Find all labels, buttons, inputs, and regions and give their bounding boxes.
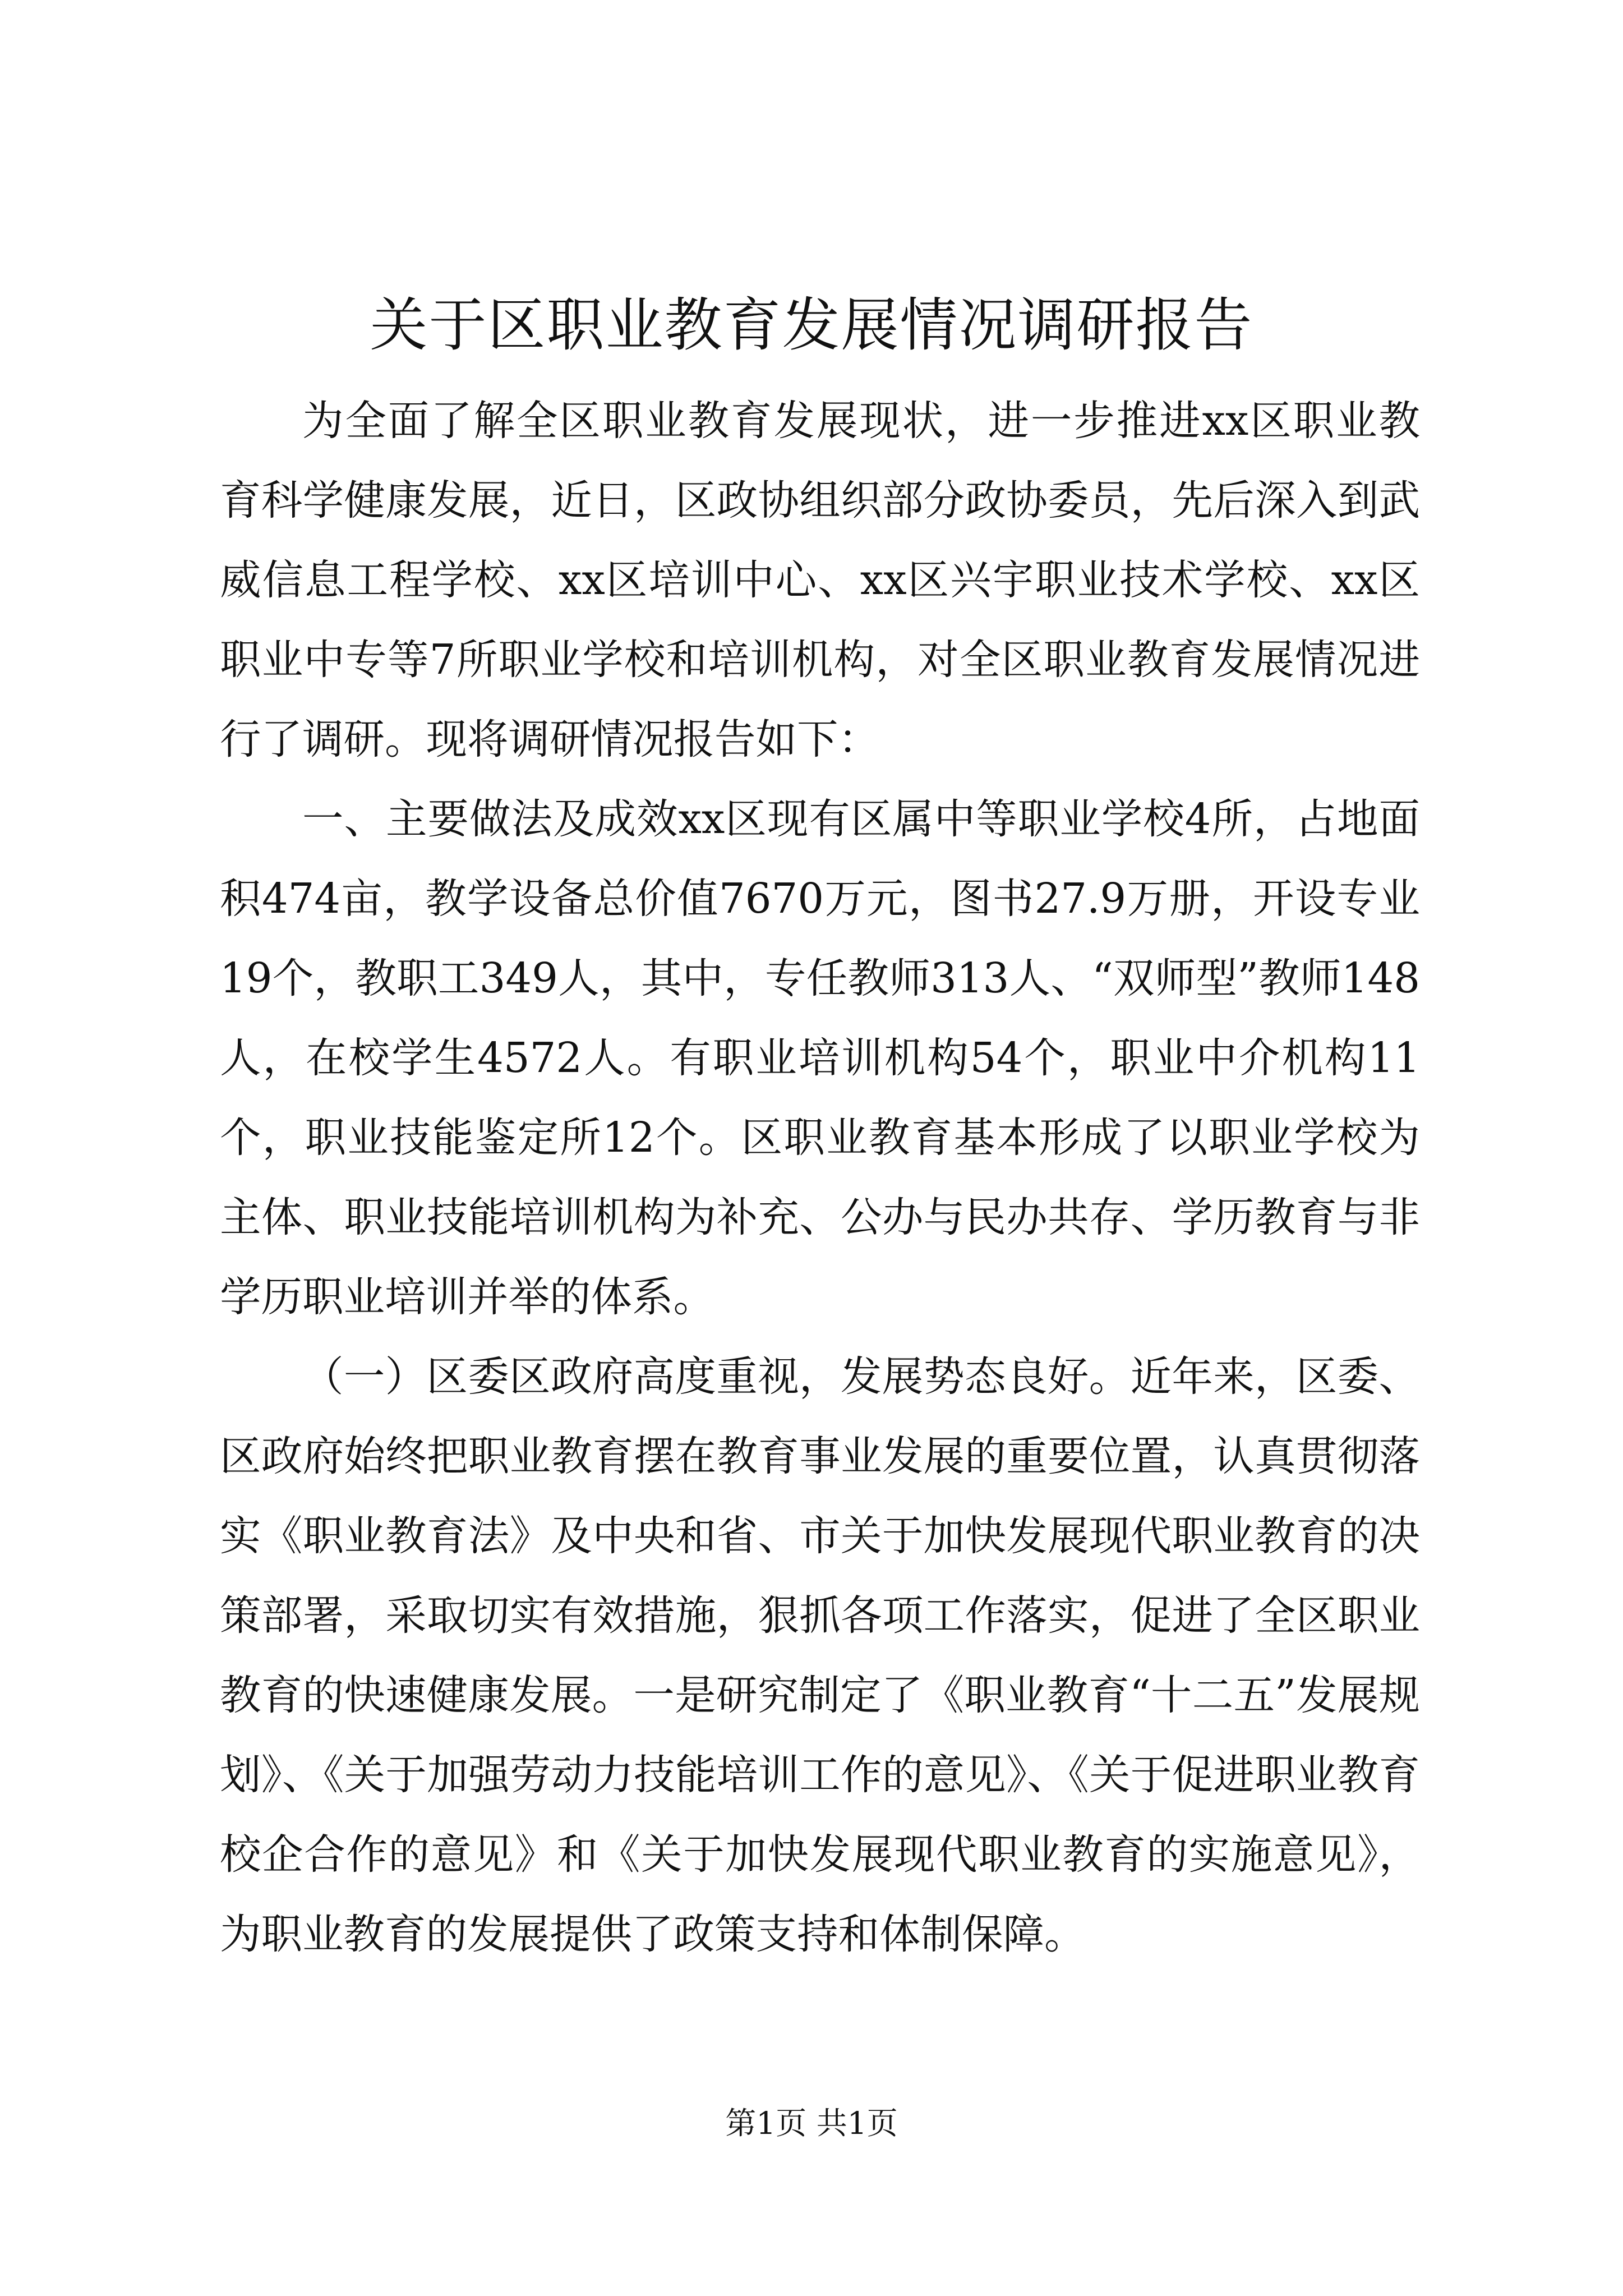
- page-footer: 第1页 共1页: [725, 2105, 898, 2141]
- paragraph-subsection-one: （一）区委区政府高度重视，发展势态良好。近年来，区委、区政府始终把职业教育摆在教育事业发展的重要位置，认真贯彻落实《职业教育法》及中央和省、市关于加快发展现代职业教育的决策部署，采取切实有效措施，狠抓各项工作落实，促进了全区职业教育的快速健康发展。一是研究制定了《职业教育“十二五”发展规划》、《关于加强劳动力技能培训工作的意见》、《关于促进职业教育校企合作的意见》和《关于加快发展现代职业教育的实施意见》，为职业教育的发展提供了政策支持和体制保障。: [220, 1353, 1420, 1958]
- document-body: [220, 381, 1420, 1975]
- document-title: 关于区职业教育发展情况调研报告: [370, 292, 1253, 359]
- paragraph-intro: 为全面了解全区职业教育发展现状，进一步推进xx区职业教育科学健康发展，近日，区政协组织部分政协委员，先后深入到武威信息工程学校、xx区培训中心、xx区兴宇职业技术学校、xx区职业中专等7所职业学校和培训机构，对全区职业教育发展情况进行了调研。现将调研情况报告如下：: [220, 397, 1420, 763]
- paragraph-section-one: 一、主要做法及成效xx区现有区属中等职业学校4所，占地面积474亩，教学设备总价值7670万元，图书27.9万册，开设专业19个，教职工349人，其中，专任教师313人、“双师型”教师148人，在校学生4572人。有职业培训机构54个，职业中介机构11个，职业技能鉴定所12个。区职业教育基本形成了以职业学校为主体、职业技能培训机构为补充、公办与民办共存、学历教育与非学历职业培训并举的体系。: [220, 795, 1420, 1321]
